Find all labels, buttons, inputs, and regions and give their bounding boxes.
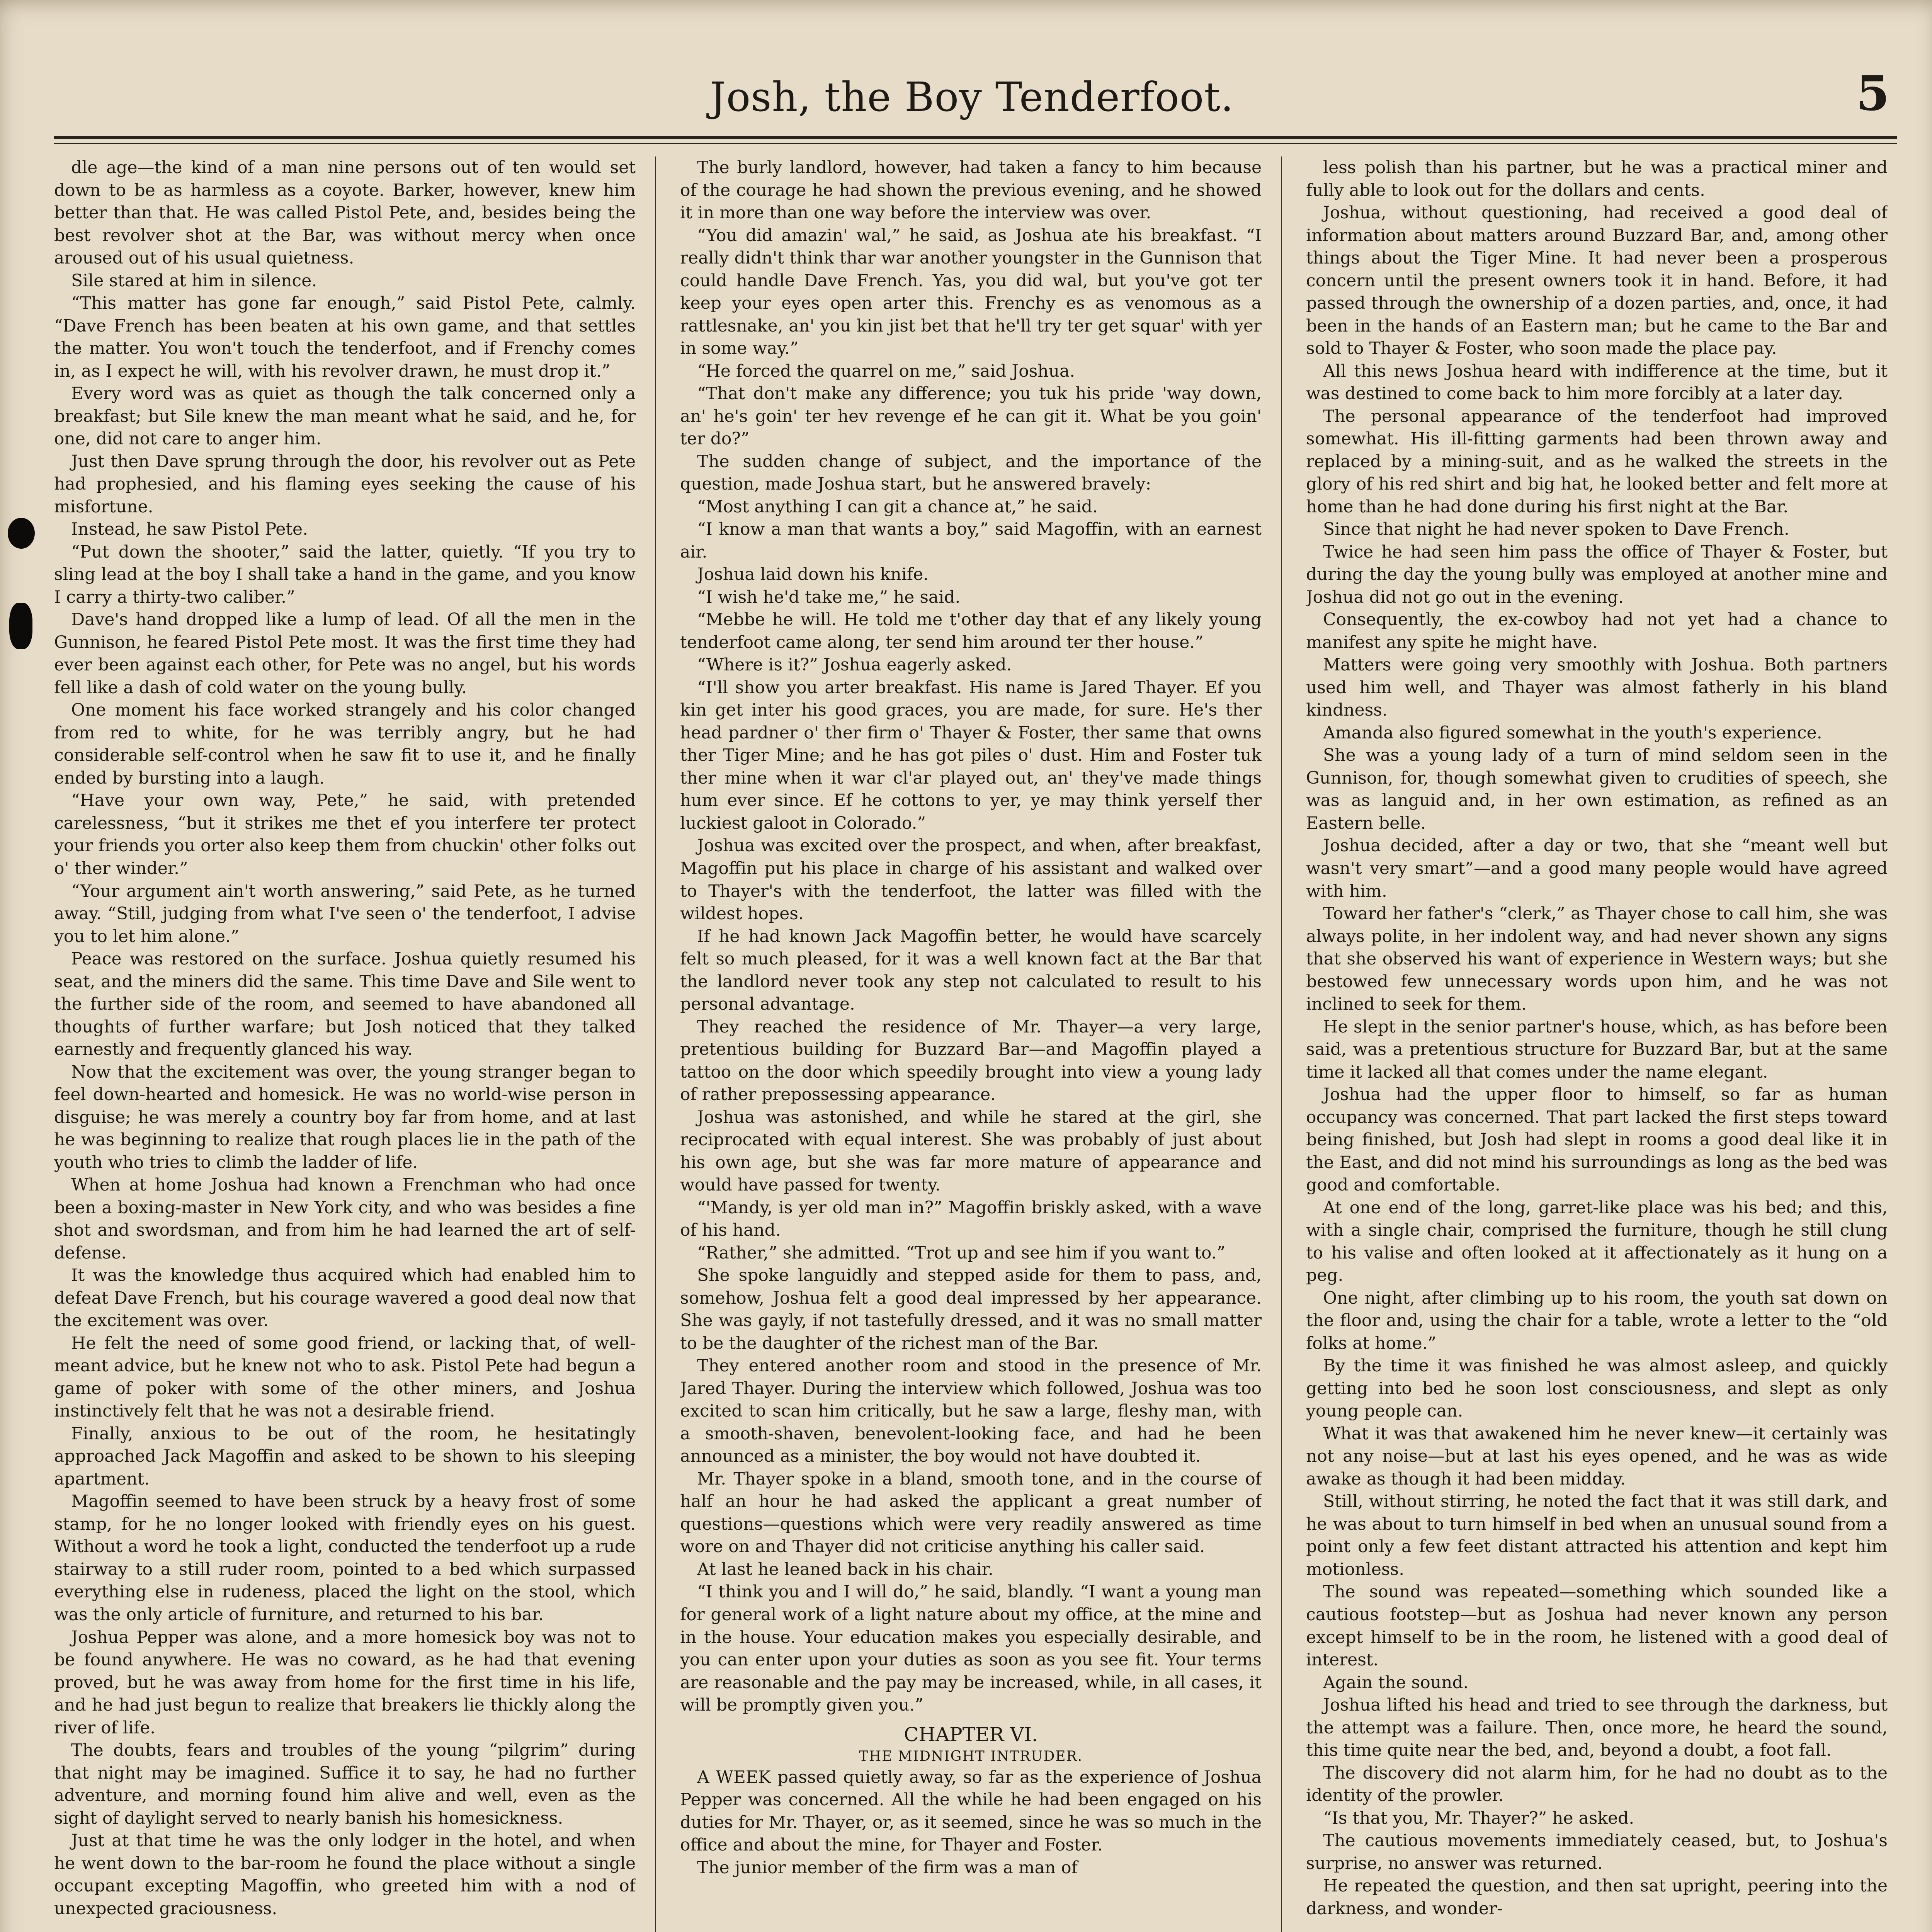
paragraph: “Where is it?” Joshua eagerly asked.: [697, 655, 1012, 675]
paragraph: What it was that awakened him he never knew—it certainly was not any noise—but at last his eyes opened, and he was as wide awake as though it had been midday.: [1306, 1423, 1888, 1489]
paragraph: “That don't make any difference; you tuk his pride 'way down, an' he's goin' ter hev revenge ef he can git it. What be you goin' ter do?”: [680, 384, 1262, 449]
paragraph: Consequently, the ex-cowboy had not yet had a chance to manifest any spite he might have.: [1306, 610, 1888, 652]
paragraph: Just then Dave sprung through the door, his revolver out as Pete had prophesied, and his flaming eyes seeking the cause of his misfortune.: [54, 451, 636, 517]
paragraph: Joshua Pepper was alone, and a more homesick boy was not to be found anywhere. He was no coward, as he had that evening proved, but he was away from home for the first time in his life, and he had just begun to realize that breakers lie thickly along the river of life.: [54, 1627, 636, 1738]
running-title: Josh, the Boy Tenderfoot.: [709, 73, 1234, 121]
paragraph: Peace was restored on the surface. Joshua quietly resumed his seat, and the miners did the same. This time Dave and Sile went to the further side of the room, and seemed to have abandoned all thoughts of further warfare; but Josh noticed that they talked earnestly and frequently glanced his way.: [54, 949, 636, 1060]
paragraph: Toward her father's “clerk,” as Thayer chose to call him, she was always polite, in her indolent way, and had never shown any signs that she observed his want of experience in Western ways; but she bestowed few unnecessary words upon him, and he was not inclined to seek for them.: [1306, 904, 1888, 1014]
paragraph: The burly landlord, however, had taken a fancy to him because of the courage he had shown the previous evening, and he showed it in more than one way before the interview was over.: [680, 158, 1262, 223]
paragraph: The personal appearance of the tenderfoot had improved somewhat. His ill-fitting garments had been thrown away and replaced by a mining-suit, and as he walked the streets in the glory of his red shirt and big hat, he looked better and felt more at home than he had done during his first night at the Bar.: [1306, 406, 1888, 517]
paragraph: She spoke languidly and stepped aside for them to pass, and, somehow, Joshua felt a good deal impressed by her appearance. She was gayly, if not tastefully dressed, and it was no small matter to be the daughter of the richest man of the Bar.: [680, 1265, 1262, 1353]
ink-blot: [9, 603, 32, 649]
paragraph: Joshua was astonished, and while he stared at the girl, she reciprocated with equal interest. She was probably of just about his own age, but she was far more mature of appearance and would have passed for twenty.: [680, 1107, 1262, 1195]
paragraph: One moment his face worked strangely and his color changed from red to white, for he was terribly angry, but he had considerable self-control when he saw fit to use it, and he finally ended by bursting into a laugh.: [54, 700, 636, 788]
paragraph: At one end of the long, garret-like place was his bed; and this, with a single chair, comprised the furniture, though he still clung to his valise and often looked at it affectionately as it hung on a peg.: [1306, 1197, 1888, 1286]
paragraph: The sound was repeated—something which sounded like a cautious footstep—but as Joshua had never known any person except himself to be in the room, he listened with a good deal of interest.: [1306, 1582, 1888, 1670]
paragraph: Now that the excitement was over, the young stranger began to feel down-hearted and homesick. He was no world-wise person in disguise; he was merely a country boy far from home, and at last he was beginning to realize that rough places lie in the path of the youth who tries to climb the ladder of life.: [54, 1062, 636, 1172]
paragraph: If he had known Jack Magoffin better, he would have scarcely felt so much pleased, for it was a well known fact at the Bar that the landlord never took any step not calculated to result to his personal advantage.: [680, 926, 1262, 1014]
paragraph: One night, after climbing up to his room, the youth sat down on the floor and, using the chair for a table, wrote a letter to the “old folks at home.”: [1306, 1288, 1888, 1353]
paragraph: dle age—the kind of a man nine persons out of ten would set down to be as harmless as a coyote. Barker, however, knew him better than that. He was called Pistol Pete, and, besides being the best revolver shot at the Bar, was without mercy when once aroused out of his usual quietness.: [54, 158, 636, 268]
chapter-title: CHAPTER VI.: [904, 1723, 1038, 1746]
paragraph: Still, without stirring, he noted the fact that it was still dark, and he was about to turn himself in bed when an unusual sound from a point only a few feet distant attracted his attention and kept him motionless.: [1306, 1492, 1888, 1579]
paragraph: She was a young lady of a turn of mind seldom seen in the Gunnison, for, though somewhat given to crudities of speech, she was as languid and, in her own estimation, as refined as an Eastern belle.: [1306, 745, 1888, 833]
chapter-subtitle: THE MIDNIGHT INTRUDER.: [859, 1748, 1083, 1764]
paragraph: “I'll show you arter breakfast. His name is Jared Thayer. Ef you kin get inter his good graces, you are made, for sure. He's ther head pardner o' ther firm o' Thayer & Foster, ther same that owns ther Tiger Mine; and he has got piles o' dust. Him and Foster tuk ther mine when it war cl'ar played out, an' they've made things hum ever since. Ef he cottons to yer, ye may think yerself ther luckiest galoot in Colorado.”: [680, 677, 1262, 833]
paragraph: “I think you and I will do,” he said, blandly. “I want a young man for general work of a light nature about my office, at the mine and in the house. Your education makes you especially desirable, and you can enter upon your duties as soon as you see fit. Your terms are reasonable and the pay may be increased, while, in all cases, it will be promptly given you.”: [680, 1582, 1262, 1715]
column-1: [54, 156, 636, 1932]
paragraph: Joshua, without questioning, had received a good deal of information about matters around Buzzard Bar, and, among other things about the Tiger Mine. It had never been a prosperous concern until the present owners took it in hand. Before, it had passed through the ownership of a dozen parties, and, once, it had been in the hands of an Eastern man; but he came to the Bar and sold to Thayer & Foster, who soon made the place pay.: [1306, 203, 1888, 359]
paragraph: “He forced the quarrel on me,” said Joshua.: [697, 361, 1075, 381]
column-2: [680, 156, 1262, 1932]
paragraph: “Most anything I can git a chance at,” he said.: [697, 497, 1098, 517]
paragraph: Since that night he had never spoken to Dave French.: [1323, 519, 1789, 539]
paragraph: A WEEK passed quietly away, so far as the experience of Joshua Pepper was concerned. All the while he had been engaged on his duties for Mr. Thayer, or, as it seemed, since he was so much in the office and about the mine, for Thayer and Foster.: [680, 1767, 1262, 1855]
paragraph: The junior member of the firm was a man of: [697, 1857, 1078, 1878]
paragraph: The discovery did not alarm him, for he had no doubt as to the identity of the prowler.: [1306, 1763, 1888, 1806]
paragraph: The doubts, fears and troubles of the young “pilgrim” during that night may be imagined. Suffice it to say, he had no further adventure, and morning found him alive and well, even as the sight of daylight served to nearly banish his homesickness.: [54, 1740, 636, 1828]
paragraph: Dave's hand dropped like a lump of lead. Of all the men in the Gunnison, he feared Pistol Pete most. It was the first time they had ever been against each other, for Pete was no angel, but his words fell like a dash of cold water on the young bully.: [54, 610, 636, 697]
page-header: [54, 58, 1889, 143]
column-3: [1306, 156, 1888, 1932]
paragraph: Amanda also figured somewhat in the youth's experience.: [1323, 723, 1822, 743]
paragraph: “Have your own way, Pete,” he said, with pretended carelessness, “but it strikes me thet ef you interfere ter protect your friends you orter also keep them from chuckin' other folks out o' ther winder.”: [54, 791, 636, 878]
paragraph: Magoffin seemed to have been struck by a heavy frost of some stamp, for he no longer looked with friendly eyes on his guest. Without a word he took a light, conducted the tenderfoot up a rude stairway to a still ruder room, pointed to a bed which surpassed everything else in rudeness, placed the light on the stool, which was the only article of furniture, and returned to his bar.: [54, 1492, 636, 1624]
paragraph: less polish than his partner, but he was a practical miner and fully able to look out for the dollars and cents.: [1306, 158, 1888, 200]
paragraph: “I wish he'd take me,” he said.: [697, 587, 961, 607]
paragraph: Joshua lifted his head and tried to see through the darkness, but the attempt was a failure. Then, once more, he heard the sound, this time quite near the bed, and, beyond a doubt, a foot fall.: [1306, 1695, 1888, 1760]
paragraph: Joshua laid down his knife.: [697, 565, 929, 585]
paragraph: “This matter has gone far enough,” said Pistol Pete, calmly. “Dave French has been beaten at his own game, and that settles the matter. You won't touch the tenderfoot, and if Frenchy comes in, as I expect he will, with his revolver drawn, he must drop it.”: [54, 293, 636, 381]
paragraph: Joshua was excited over the prospect, and when, after breakfast, Magoffin put his place in charge of his assistant and walked over to Thayer's with the tenderfoot, the latter was filled with the wildest hopes.: [680, 836, 1262, 924]
paragraph: They entered another room and stood in the presence of Mr. Jared Thayer. During the interview which followed, Joshua was too excited to scan him critically, but he saw a large, fleshy man, with a smooth-shaven, benevolent-looking face, and had he been announced as a minister, the boy would not have doubted it.: [680, 1356, 1262, 1466]
paragraph: Every word was as quiet as though the talk concerned only a breakfast; but Sile knew the man meant what he said, and he, for one, did not care to anger him.: [54, 384, 636, 449]
paragraph: Matters were going very smoothly with Joshua. Both partners used him well, and Thayer was almost fatherly in his bland kindness.: [1306, 655, 1888, 720]
paragraph: “Rather,” she admitted. “Trot up and see him if you want to.”: [697, 1243, 1226, 1263]
paragraph: “Put down the shooter,” said the latter, quietly. “If you try to sling lead at the boy I shall take a hand in the game, and you know I carry a thirty-two caliber.”: [54, 542, 636, 607]
paragraph: Joshua decided, after a day or two, that she “meant well but wasn't very smart”—and a good many people would have agreed with him.: [1306, 836, 1888, 901]
paragraph: Again the sound.: [1323, 1672, 1469, 1692]
paragraph: “I know a man that wants a boy,” said Magoffin, with an earnest air.: [680, 519, 1262, 562]
paragraph: Joshua had the upper floor to himself, so far as human occupancy was concerned. That part lacked the first steps toward being finished, but Josh had slept in rooms a good deal like it in the East, and did not mind his surroundings as long as the bed was good and comfortable.: [1306, 1085, 1888, 1195]
page-number: 5: [1856, 66, 1889, 122]
paragraph: “Is that you, Mr. Thayer?” he asked.: [1323, 1808, 1634, 1828]
text-columns: [54, 156, 1897, 1932]
paragraph: Sile stared at him in silence.: [71, 270, 317, 291]
paragraph: “Mebbe he will. He told me t'other day that ef any likely young tenderfoot came along, ter send him around ter ther house.”: [680, 610, 1262, 652]
paragraph: Twice he had seen him pass the office of Thayer & Foster, but during the day the young bully was employed at another mine and Joshua did not go out in the evening.: [1306, 542, 1888, 607]
paragraph: They reached the residence of Mr. Thayer—a very large, pretentious building for Buzzard Bar—and Magoffin played a tattoo on the door which speedily brought into view a young lady of rather prepossessing appearance.: [680, 1017, 1262, 1105]
paragraph: He repeated the question, and then sat upright, peering into the darkness, and wonder-: [1306, 1876, 1888, 1918]
paragraph: By the time it was finished he was almost asleep, and quickly getting into bed he soon lost consciousness, and slept as only young people can.: [1306, 1356, 1888, 1421]
paragraph: When at home Joshua had known a Frenchman who had once been a boxing-master in New York city, and who was besides a fine shot and swordsman, and from him he had learned the art of self-defense.: [54, 1175, 636, 1263]
paragraph: At last he leaned back in his chair.: [697, 1559, 993, 1579]
paragraph: The sudden change of subject, and the importance of the question, made Joshua start, but he answered bravely:: [680, 451, 1262, 494]
paragraph: All this news Joshua heard with indifference at the time, but it was destined to come back to him more forcibly at a later day.: [1306, 361, 1888, 404]
header-rule-thin: [54, 143, 1897, 144]
paragraph: He slept in the senior partner's house, which, as has before been said, was a pretentious structure for Buzzard Bar, but at the same time it lacked all that comes under the name elegant.: [1306, 1017, 1888, 1082]
header-rule: [54, 136, 1897, 139]
paragraph: “You did amazin' wal,” he said, as Joshua ate his breakfast. “I really didn't think thar war another youngster in the Gunnison that could handle Dave French. Yas, you did wal, but you've got ter keep your eyes open arter this. Frenchy es as venomous as a rattlesnake, an' you kin jist bet that he'll try ter get squar' with yer in some way.”: [680, 225, 1262, 359]
paragraph: It was the knowledge thus acquired which had enabled him to defeat Dave French, but his courage wavered a good deal now that the excitement was over.: [54, 1265, 636, 1331]
paragraph: He felt the need of some good friend, or lacking that, of well-meant advice, but he knew not who to ask. Pistol Pete had begun a game of poker with some of the other miners, and Joshua instinctively felt that he was not a desirable friend.: [54, 1333, 636, 1421]
paragraph: “'Mandy, is yer old man in?” Magoffin briskly asked, with a wave of his hand.: [680, 1197, 1262, 1240]
paragraph: Instead, he saw Pistol Pete.: [71, 519, 308, 539]
paragraph: Just at that time he was the only lodger in the hotel, and when he went down to the bar-room he found the place without a single occupant excepting Magoffin, who greeted him with a nod of unexpected graciousness.: [54, 1831, 636, 1918]
paragraph: “Your argument ain't worth answering,” said Pete, as he turned away. “Still, judging from what I've seen o' the tenderfoot, I advise you to let him alone.”: [54, 881, 636, 946]
ink-blot: [8, 518, 35, 549]
paragraph: Mr. Thayer spoke in a bland, smooth tone, and in the course of half an hour he had asked the applicant a great number of questions—questions which were very readily answered as time wore on and Thayer did not criticise anything his caller said.: [680, 1469, 1262, 1557]
paragraph: Finally, anxious to be out of the room, he hesitatingly approached Jack Magoffin and asked to be shown to his sleeping apartment.: [54, 1423, 636, 1489]
paragraph: The cautious movements immediately ceased, but, to Joshua's surprise, no answer was returned.: [1306, 1831, 1888, 1873]
